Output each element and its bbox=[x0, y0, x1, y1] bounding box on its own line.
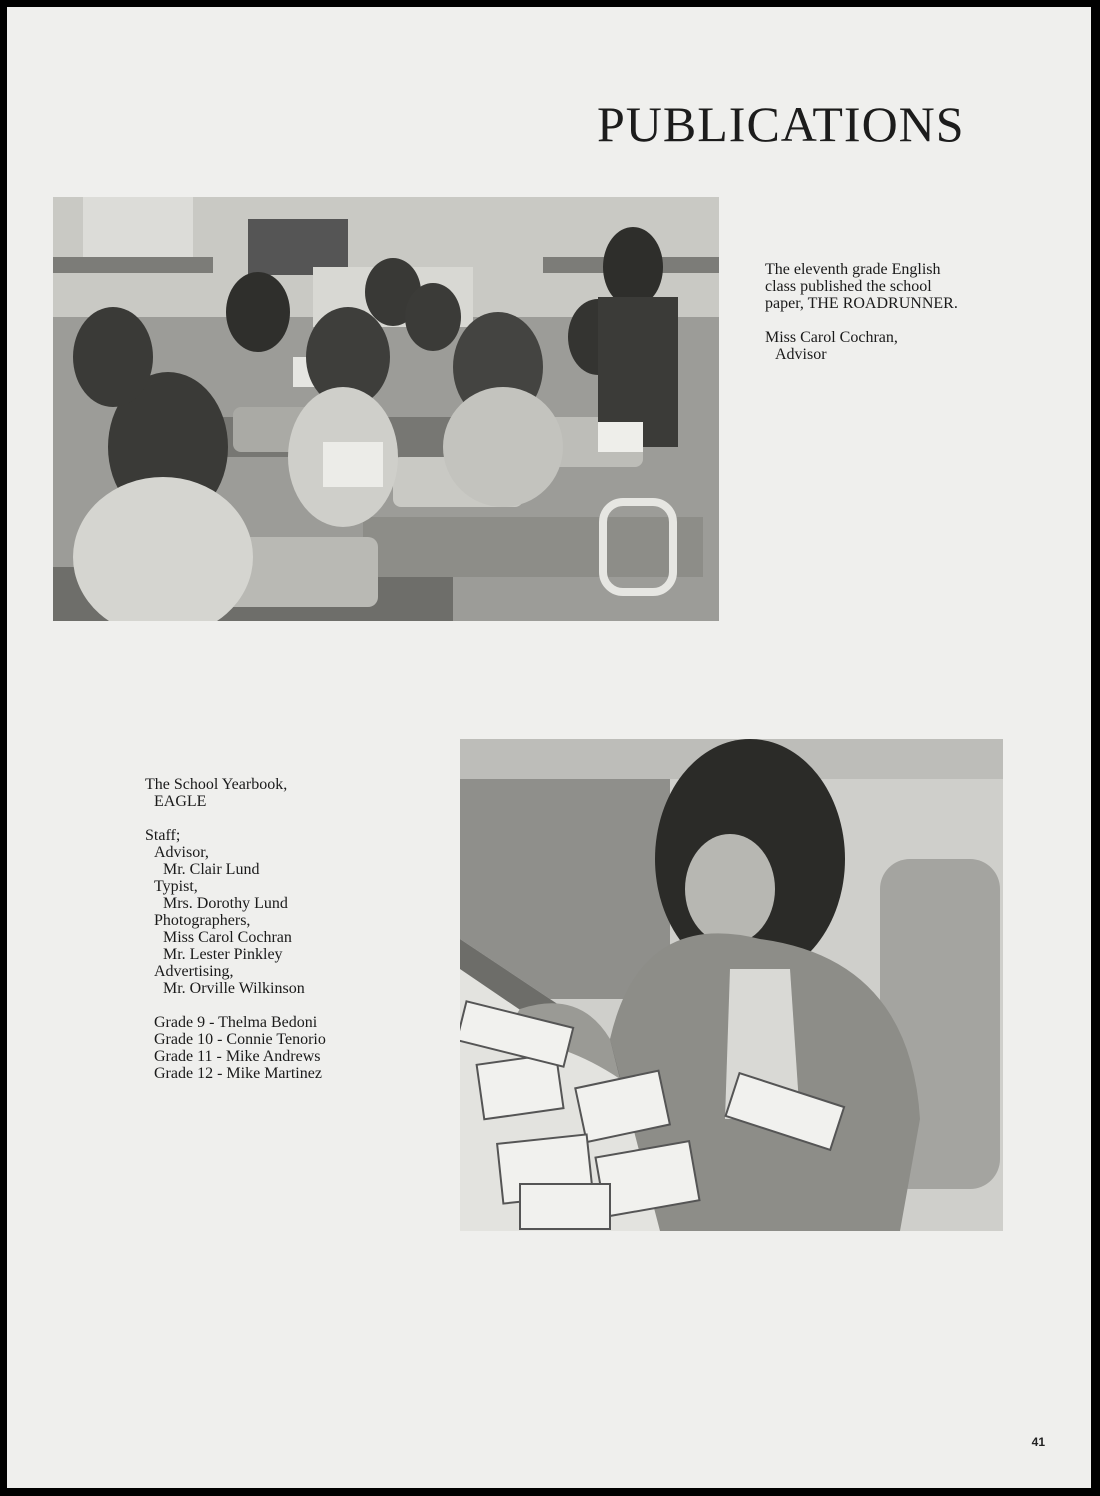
yearbook-name: EAGLE bbox=[154, 793, 207, 810]
yearbook-heading: The School Yearbook, bbox=[145, 776, 288, 793]
newspaper-advisor-name: Miss Carol Cochran, bbox=[765, 329, 898, 346]
staff-name: Mr. Orville Wilkinson bbox=[163, 980, 305, 997]
page-title: PUBLICATIONS bbox=[597, 96, 965, 152]
yearbook-page bbox=[7, 7, 1091, 1488]
grade-representative: Grade 12 - Mike Martinez bbox=[154, 1065, 322, 1082]
newspaper-caption-line: paper, THE ROADRUNNER. bbox=[765, 295, 958, 312]
page-number: 41 bbox=[1031, 1435, 1045, 1449]
grade-representative: Grade 10 - Connie Tenorio bbox=[154, 1031, 326, 1048]
staff-name: Mr. Clair Lund bbox=[163, 861, 260, 878]
staff-name: Miss Carol Cochran bbox=[163, 929, 292, 946]
photo-yearbook-student bbox=[460, 739, 1003, 1231]
yearbook-student-photo-image bbox=[460, 739, 1003, 1231]
staff-label: Staff; bbox=[145, 827, 181, 844]
newspaper-advisor-role: Advisor bbox=[775, 346, 827, 363]
newspaper-caption-line: class published the school bbox=[765, 278, 932, 295]
newspaper-caption bbox=[765, 261, 1065, 363]
typing-class-photo-image bbox=[53, 197, 719, 621]
staff-name: Mr. Lester Pinkley bbox=[163, 946, 283, 963]
staff-role: Typist, bbox=[154, 878, 198, 895]
newspaper-caption-line: The eleventh grade English bbox=[765, 261, 941, 278]
photo-typing-class bbox=[53, 197, 719, 621]
grade-representative: Grade 11 - Mike Andrews bbox=[154, 1048, 321, 1065]
staff-role: Advisor, bbox=[154, 844, 209, 861]
staff-role: Advertising, bbox=[154, 963, 234, 980]
grade-representative: Grade 9 - Thelma Bedoni bbox=[154, 1014, 318, 1031]
staff-role: Photographers, bbox=[154, 912, 251, 929]
yearbook-staff-list bbox=[145, 776, 445, 1082]
staff-name: Mrs. Dorothy Lund bbox=[163, 895, 288, 912]
